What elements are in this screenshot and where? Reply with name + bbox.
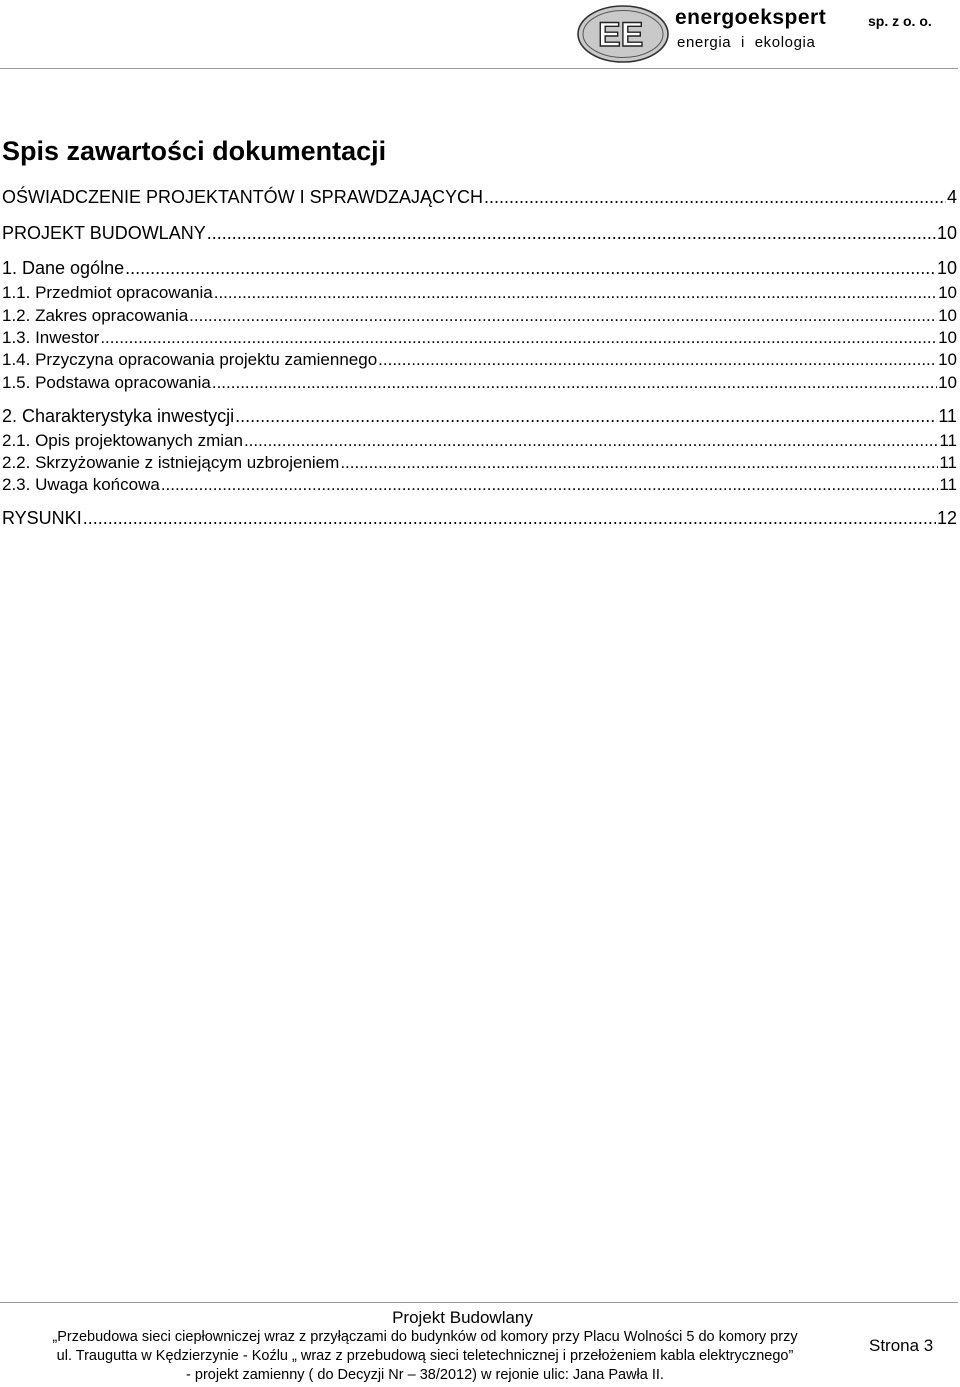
toc-entry-label: 1.4. Przyczyna opracowania projektu zamiennego: [2, 350, 378, 369]
page-title: Spis zawartości dokumentacji: [2, 136, 387, 166]
toc-entry-page: 10: [938, 306, 957, 325]
toc-entry-page: 11: [939, 475, 957, 494]
toc-entry-label: 2.1. Opis projektowanych zmian: [2, 431, 243, 450]
company-logo-icon: [576, 4, 670, 64]
company-name: energoekspert: [675, 6, 827, 29]
toc-leader-dots: [340, 453, 938, 473]
toc-entry[interactable]: [2, 373, 957, 393]
toc-entry-page: 10: [938, 283, 957, 302]
toc-entry-label: 2.2. Skrzyżowanie z istniejącym uzbrojeniem: [2, 453, 340, 472]
toc-entry-label: PROJEKT BUDOWLANY: [2, 223, 206, 243]
toc-leader-dots: [378, 350, 937, 370]
toc-entry-page: 10: [936, 223, 957, 243]
toc-leader-dots: [125, 258, 936, 279]
company-suffix: sp. z o. o.: [868, 13, 932, 29]
footer-title: Projekt Budowlany: [392, 1308, 533, 1327]
toc-entry-label: 1.2. Zakres opracowania: [2, 306, 189, 325]
footer-description-line: „Przebudowa sieci ciepłowniczej wraz z przyłączami do budynków od komory przy Placu Wolności 5 do komory przy: [52, 1329, 798, 1345]
toc-entry-page: 11: [939, 431, 957, 450]
svg-text:EE: EE: [598, 16, 644, 54]
toc-entry[interactable]: [2, 306, 957, 326]
footer-divider: [0, 1302, 958, 1303]
toc-leader-dots: [189, 306, 937, 326]
toc-leader-dots: [207, 223, 936, 244]
company-tagline: energia i ekologia: [677, 34, 816, 51]
toc-leader-dots: [212, 373, 937, 393]
toc-entry-page: 11: [938, 406, 957, 426]
toc-entry-page: 10: [936, 258, 957, 278]
toc-entry-page: 4: [946, 187, 957, 207]
toc-entry-label: RYSUNKI: [2, 508, 82, 528]
toc-entry-label: 2.3. Uwaga końcowa: [2, 475, 160, 494]
toc-entry-label: 1. Dane ogólne: [2, 258, 125, 278]
page-number: Strona 3: [869, 1336, 934, 1355]
footer-description-line: - projekt zamienny ( do Decyzji Nr – 38/2012) w rejonie ulic: Jana Pawła II.: [186, 1367, 664, 1383]
page-header: [0, 0, 960, 68]
toc-leader-dots: [484, 187, 946, 208]
toc-leader-dots: [83, 508, 936, 529]
toc-entry[interactable]: [2, 223, 957, 244]
toc-entry-label: 1.1. Przedmiot opracowania: [2, 283, 213, 302]
header-divider: [0, 68, 958, 69]
toc-entry[interactable]: [2, 475, 957, 495]
toc-entry-label: 1.3. Inwestor: [2, 328, 100, 347]
footer-description-line: ul. Traugutta w Kędzierzynie - Koźlu „ wraz z przebudową sieci teletechnicznej i przełożeniem kabla elektrycznego”: [56, 1348, 794, 1364]
toc-entry[interactable]: [2, 350, 957, 370]
toc-entry-page: 10: [938, 350, 957, 369]
toc-leader-dots: [214, 283, 937, 303]
toc-leader-dots: [244, 431, 938, 451]
toc-entry[interactable]: [2, 508, 957, 529]
toc-entry[interactable]: [2, 258, 957, 279]
toc-entry-label: 2. Charakterystyka inwestycji: [2, 406, 235, 426]
toc-entry-page: 10: [938, 328, 957, 347]
toc-leader-dots: [100, 328, 937, 348]
toc-entry[interactable]: [2, 431, 957, 451]
toc-entry[interactable]: [2, 283, 957, 303]
toc-entry[interactable]: [2, 187, 957, 208]
toc-leader-dots: [161, 475, 939, 495]
toc-entry[interactable]: [2, 453, 957, 473]
toc-leader-dots: [235, 406, 937, 427]
toc-entry-label: OŚWIADCZENIE PROJEKTANTÓW I SPRAWDZAJĄCYCH: [2, 187, 484, 207]
toc-entry[interactable]: [2, 328, 957, 348]
toc-entry[interactable]: [2, 406, 957, 427]
toc-entry-page: 10: [938, 373, 957, 392]
toc-entry-page: 12: [936, 508, 957, 528]
toc-entry-page: 11: [939, 453, 957, 472]
toc-entry-label: 1.5. Podstawa opracowania: [2, 373, 211, 392]
